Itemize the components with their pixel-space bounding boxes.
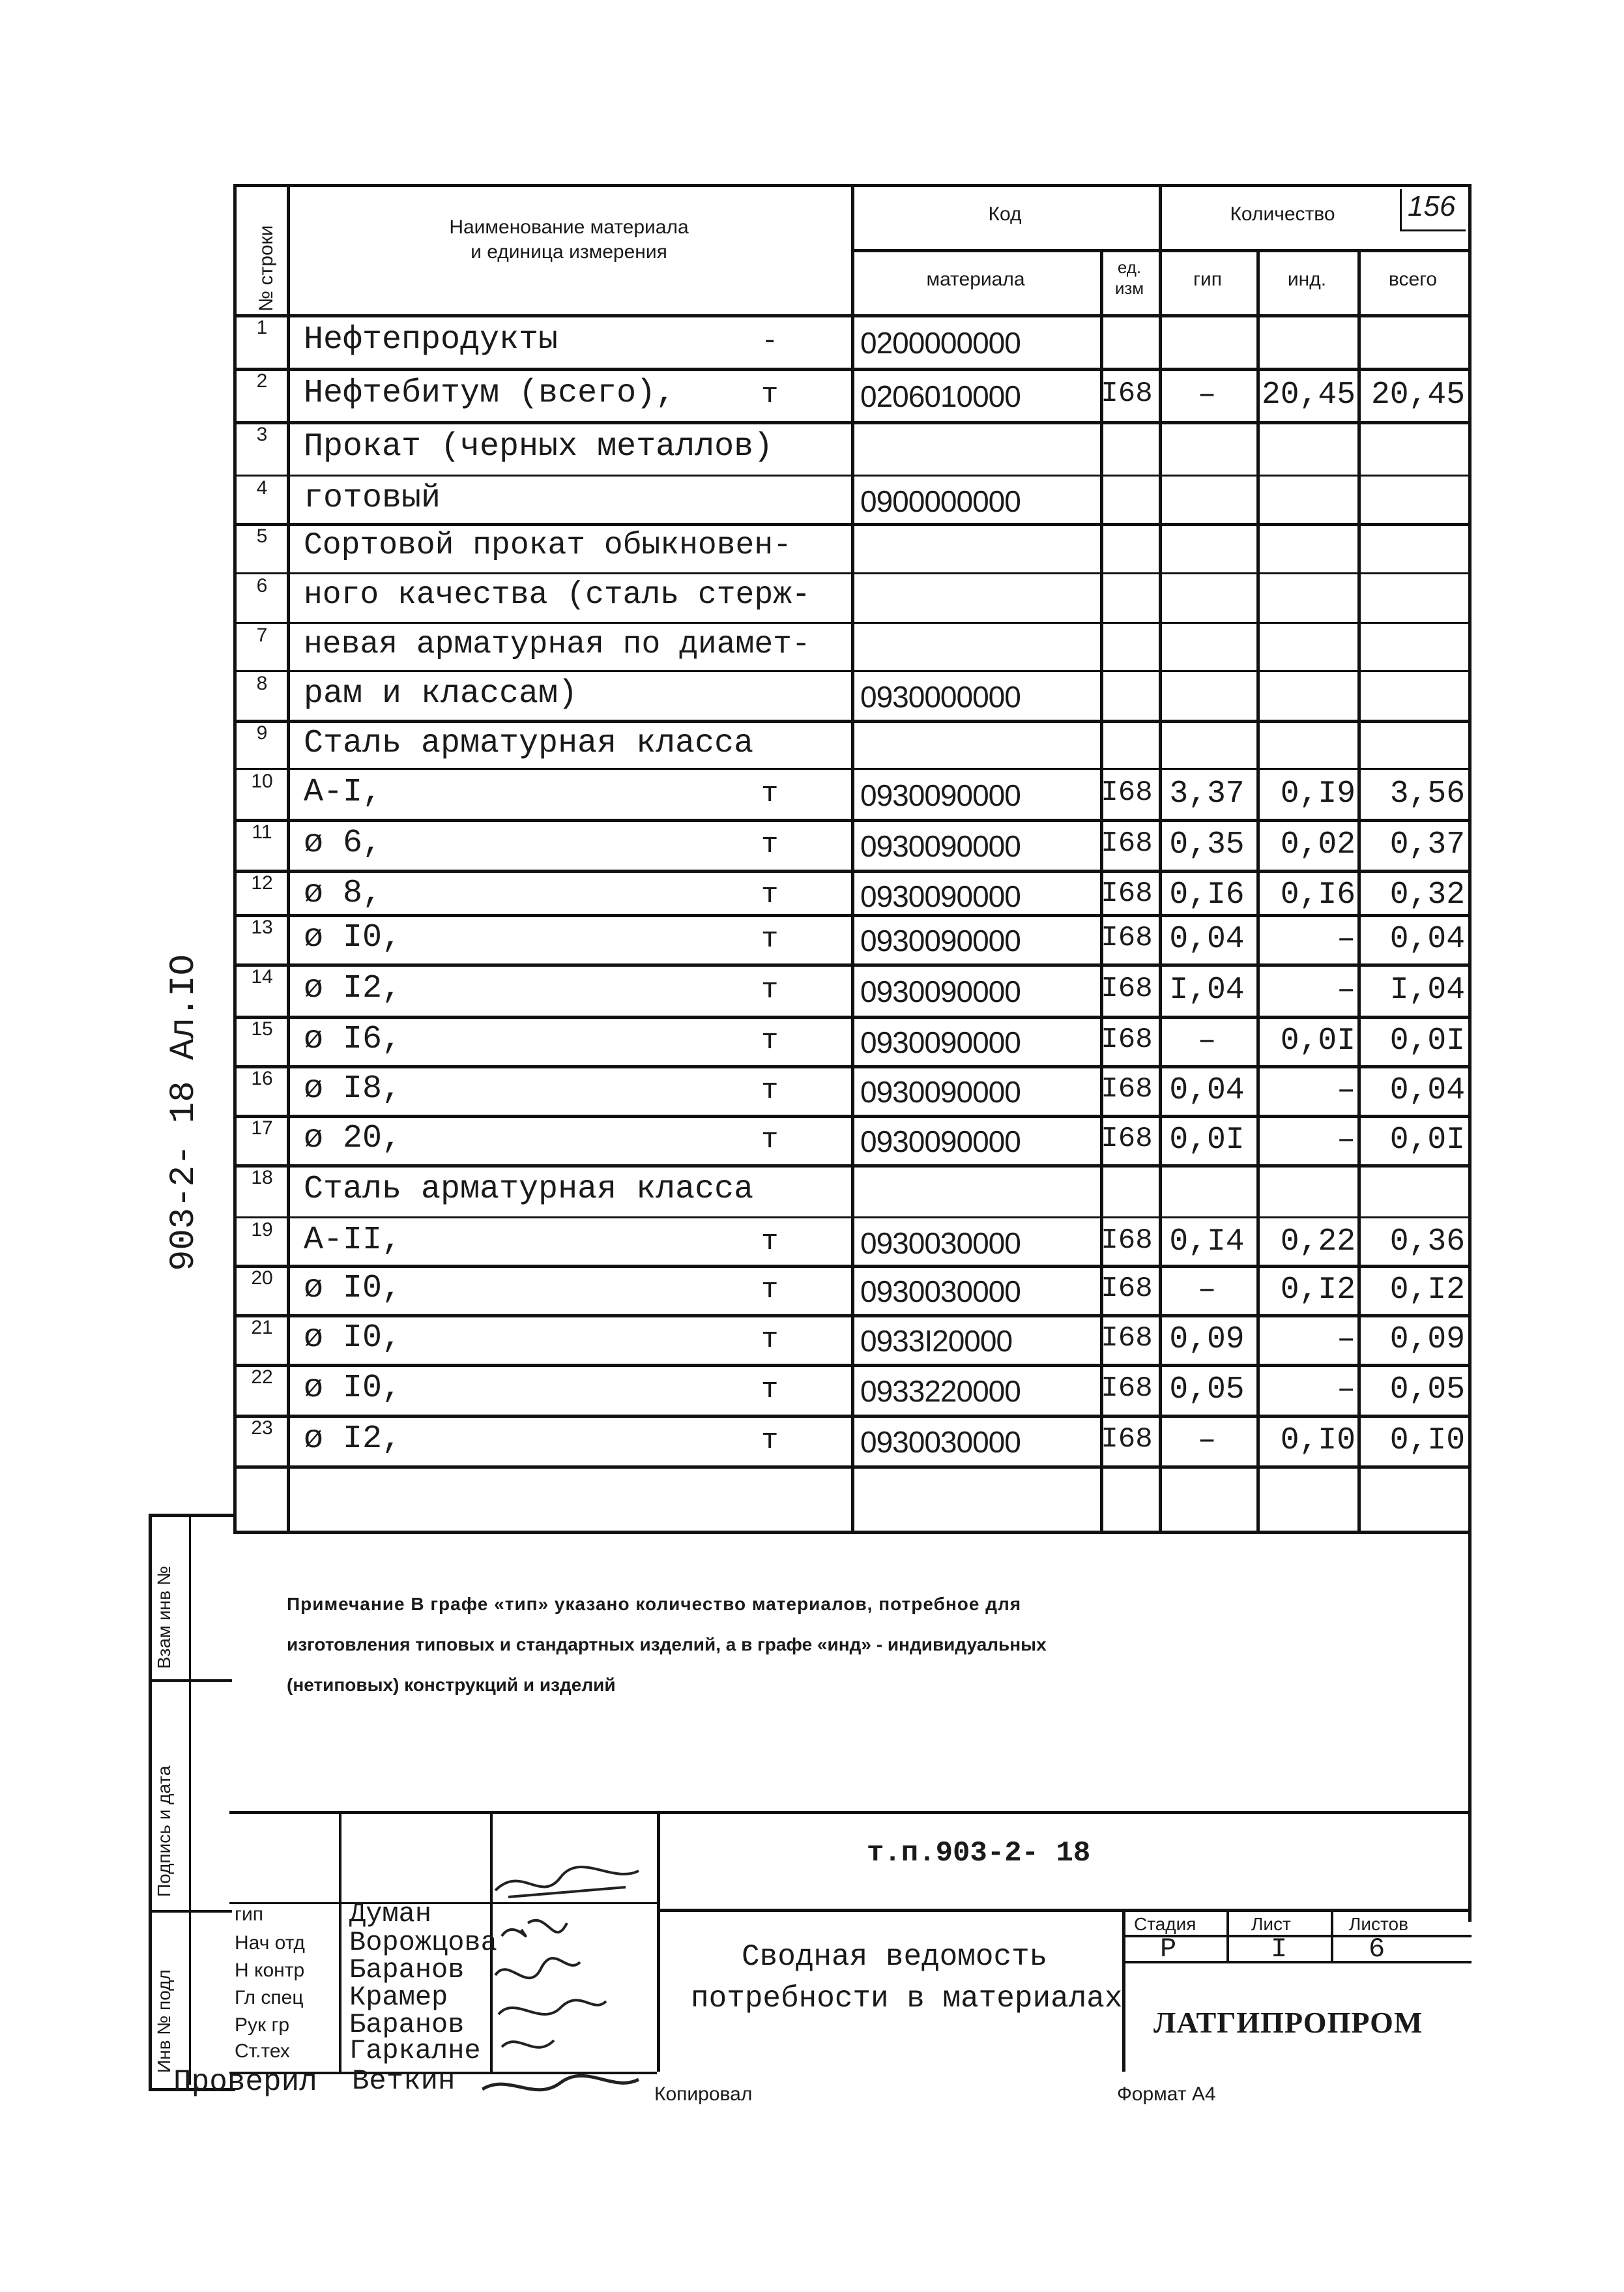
stage-label: Стадия	[1134, 1914, 1196, 1934]
material-name: ø 8,	[304, 875, 383, 912]
material-name: готовый	[304, 480, 441, 517]
header-qty-typ: гип	[1193, 269, 1222, 290]
qty-typ: 0,05	[1169, 1372, 1245, 1407]
qty-ind: –	[1337, 1322, 1356, 1357]
qty-ind: 0,22	[1280, 1224, 1356, 1259]
signer-name: Баранов	[349, 2009, 465, 2040]
qty-ind: 0,I0	[1280, 1423, 1356, 1458]
qty-total: 20,45	[1370, 377, 1465, 413]
unit-code: I68	[1101, 1372, 1153, 1405]
qty-ind: 0,0I	[1280, 1023, 1356, 1059]
qty-typ: I,04	[1169, 973, 1245, 1008]
qty-total: 0,09	[1389, 1322, 1465, 1357]
signer-name: Ворожцова	[349, 1927, 497, 1958]
note-line-1: Примечание В графе «тип» указано количество материалов, потребное для	[287, 1594, 1022, 1614]
unit-code: I68	[1101, 776, 1153, 809]
unit-code: I68	[1101, 827, 1153, 860]
material-name: ø I8,	[304, 1070, 402, 1108]
header-qty-total: всего	[1388, 269, 1438, 290]
qty-typ: –	[1197, 1023, 1217, 1059]
material-code: 0930000000	[860, 680, 1021, 714]
header-quantity: Количество	[1230, 203, 1335, 225]
material-code: 0930090000	[860, 975, 1021, 1008]
sheet-value: I	[1271, 1933, 1288, 1965]
qty-total: 0,I0	[1389, 1423, 1465, 1458]
material-code: 0930090000	[860, 879, 1021, 913]
row-number: 19	[251, 1219, 273, 1241]
material-name: A-I,	[304, 774, 383, 811]
header-code-unit: ед. изм	[1114, 257, 1144, 298]
stage-value: Р	[1160, 1933, 1177, 1965]
qty-total: 3,56	[1389, 776, 1465, 812]
qty-total: 0,0I	[1389, 1023, 1465, 1059]
row-number: 10	[251, 771, 273, 792]
qty-typ: 0,09	[1169, 1322, 1245, 1357]
sheet-label: Лист	[1251, 1914, 1291, 1934]
side-document-code: 903-2- 18 Ал.IO	[164, 954, 204, 1271]
row-number: 12	[251, 872, 273, 894]
doc-title-line-1: Сводная ведомость	[742, 1940, 1048, 1974]
unit: т	[761, 1124, 779, 1156]
row-number: 22	[251, 1366, 273, 1388]
unit: т	[761, 1374, 779, 1406]
material-name: ø I0,	[304, 1270, 402, 1307]
row-number: 17	[251, 1117, 273, 1139]
qty-ind: 0,I2	[1280, 1272, 1356, 1308]
unit: т	[761, 1226, 779, 1258]
row-number: 8	[256, 673, 268, 694]
signer-role: Гл спец	[235, 1987, 304, 2008]
material-name: ø I0,	[304, 1370, 402, 1407]
qty-total: 0,05	[1389, 1372, 1465, 1407]
signer-name: Крамер	[349, 1982, 448, 2013]
checked-name: Веткин	[352, 2065, 456, 2098]
material-name: ø I6,	[304, 1021, 402, 1058]
qty-typ: –	[1197, 377, 1217, 413]
unit: т	[761, 379, 779, 411]
unit-code: I68	[1101, 1272, 1153, 1305]
copied-label: Копировал	[654, 2083, 753, 2105]
signer-name: Думан	[349, 1898, 432, 1930]
material-name: Нефтебитум (всего),	[304, 375, 676, 412]
qty-typ: 0,I4	[1169, 1224, 1245, 1259]
unit: -	[761, 325, 779, 358]
unit-code: I68	[1101, 1322, 1153, 1355]
unit: т	[761, 923, 779, 956]
header-code-material: материала	[926, 269, 1025, 290]
doc-code: т.п.903-2- 18	[867, 1837, 1091, 1870]
qty-typ: 0,35	[1169, 827, 1245, 862]
material-code: 0206010000	[860, 379, 1021, 413]
qty-ind: 0,I6	[1280, 877, 1356, 913]
qty-ind: 0,02	[1280, 827, 1356, 862]
row-number: 13	[251, 917, 273, 938]
material-name: A-II,	[304, 1222, 402, 1259]
material-name: Сортовой прокат обыкновен-	[304, 528, 792, 563]
material-name: рам и классам)	[304, 675, 578, 713]
material-code: 0200000000	[860, 326, 1021, 360]
unit: т	[761, 1424, 779, 1457]
unit-code: I68	[1101, 922, 1153, 954]
qty-total: 0,32	[1389, 877, 1465, 913]
material-code: 0930030000	[860, 1274, 1021, 1308]
row-number: 21	[251, 1317, 273, 1338]
material-name: Нефтепродукты	[304, 321, 558, 359]
qty-ind: 0,I9	[1280, 776, 1356, 812]
row-number: 4	[256, 477, 268, 499]
qty-typ: –	[1197, 1272, 1217, 1308]
qty-ind: –	[1337, 922, 1356, 957]
signer-role: Н контр	[235, 1960, 305, 1981]
material-name: ø I2,	[304, 1420, 402, 1458]
qty-total: 0,I2	[1389, 1272, 1465, 1308]
row-number: 2	[256, 370, 268, 392]
unit: т	[761, 829, 779, 861]
material-code: 0930090000	[860, 1025, 1021, 1059]
unit-code: I68	[1101, 1123, 1153, 1155]
unit: т	[761, 1323, 779, 1356]
qty-total: 0,0I	[1389, 1123, 1465, 1158]
material-name: ø 6,	[304, 825, 383, 862]
doc-title-line-2: потребности в материалах	[691, 1982, 1123, 2016]
material-code: 0930090000	[860, 829, 1021, 863]
qty-typ: 3,37	[1169, 776, 1245, 812]
side-vzam-inv: Взам инв №	[154, 1566, 174, 1669]
qty-typ: 0,04	[1169, 922, 1245, 957]
row-number: 5	[256, 525, 268, 547]
material-name: невая арматурная по диамет-	[304, 627, 811, 662]
material-code: 0930090000	[860, 1124, 1021, 1158]
unit: т	[761, 974, 779, 1006]
material-code: 0930030000	[860, 1226, 1021, 1260]
qty-typ: 0,04	[1169, 1073, 1245, 1108]
material-name: ного качества (сталь стерж-	[304, 578, 811, 613]
signer-role: Нач отд	[235, 1932, 305, 1954]
qty-total: 0,04	[1389, 922, 1465, 957]
row-number: 11	[252, 821, 272, 843]
material-code: 0900000000	[860, 484, 1021, 518]
row-number: 16	[251, 1068, 273, 1089]
qty-total: 0,04	[1389, 1073, 1465, 1108]
row-number: 3	[256, 424, 268, 445]
signer-name: Гаркалне	[349, 2035, 481, 2066]
material-name: ø I0,	[304, 1319, 402, 1357]
qty-typ: –	[1197, 1423, 1217, 1458]
material-name: ø I0,	[304, 919, 402, 956]
organization-name: ЛАТГИПРОПРОМ	[1153, 2006, 1423, 2039]
row-number: 14	[251, 966, 273, 988]
signer-role: Ст.тех	[235, 2040, 290, 2062]
qty-total: 0,37	[1389, 827, 1465, 862]
signer-name: Баранов	[349, 1954, 465, 1986]
qty-typ: 0,I6	[1169, 877, 1245, 913]
row-number: 20	[251, 1267, 273, 1289]
side-inv-podl: Инв № подл	[154, 1969, 174, 2073]
header-name: Наименование материала и единица измерения	[449, 216, 689, 263]
material-name: Прокат (черных металлов)	[304, 428, 774, 465]
qty-ind: 20,45	[1261, 377, 1356, 413]
material-name: Сталь арматурная класса	[304, 725, 754, 762]
row-number: 7	[256, 624, 268, 646]
material-name: Сталь арматурная класса	[304, 1171, 754, 1208]
material-code: 0930090000	[860, 924, 1021, 958]
unit: т	[761, 1025, 779, 1057]
unit-code: I68	[1101, 877, 1153, 910]
unit-code: I68	[1101, 973, 1153, 1005]
row-number: 18	[251, 1167, 273, 1188]
unit-code: I68	[1101, 1224, 1153, 1257]
material-code: 0933220000	[860, 1374, 1021, 1408]
qty-ind: –	[1337, 1123, 1356, 1158]
row-number: 9	[256, 722, 268, 744]
unit: т	[761, 879, 779, 911]
material-code: 0930090000	[860, 778, 1021, 812]
row-number: 15	[251, 1018, 273, 1040]
page-number: 156	[1408, 190, 1456, 222]
unit: т	[761, 1274, 779, 1306]
signer-role: Рук гр	[235, 2014, 290, 2036]
qty-ind: –	[1337, 973, 1356, 1008]
header-qty-ind: инд.	[1287, 269, 1327, 290]
header-row-number: № строки	[255, 225, 277, 312]
material-name: ø 20,	[304, 1120, 402, 1157]
material-code: 0933I20000	[860, 1324, 1013, 1358]
signatures	[482, 1858, 678, 2106]
row-number: 1	[256, 317, 268, 338]
qty-ind: –	[1337, 1073, 1356, 1108]
unit-code: I68	[1101, 1073, 1153, 1106]
side-podpis-data: Подпись и дата	[154, 1765, 174, 1897]
qty-ind: –	[1337, 1372, 1356, 1407]
unit-code: I68	[1101, 377, 1153, 410]
note-line-3: (нетиповых) конструкций и изделий	[287, 1675, 616, 1695]
format-label: Формат А4	[1117, 2083, 1216, 2105]
qty-total: 0,36	[1389, 1224, 1465, 1259]
unit: т	[761, 1074, 779, 1107]
signer-role: гип	[235, 1903, 263, 1925]
unit-code: I68	[1101, 1423, 1153, 1456]
material-code: 0930030000	[860, 1425, 1021, 1459]
unit-code: I68	[1101, 1023, 1153, 1056]
row-number: 6	[256, 575, 268, 596]
material-code: 0930090000	[860, 1075, 1021, 1109]
sheets-value: 6	[1369, 1933, 1385, 1965]
unit: т	[761, 778, 779, 810]
qty-typ: 0,0I	[1169, 1123, 1245, 1158]
header-code: Код	[988, 203, 1022, 225]
checked-label: Проверил	[173, 2065, 317, 2099]
row-number: 23	[251, 1417, 273, 1439]
material-name: ø I2,	[304, 970, 402, 1007]
qty-total: I,04	[1389, 973, 1465, 1008]
sheets-label: Листов	[1349, 1914, 1408, 1934]
note-line-2: изготовления типовых и стандартных изделий, а в графе «инд» - индивидуальных	[287, 1634, 1047, 1654]
